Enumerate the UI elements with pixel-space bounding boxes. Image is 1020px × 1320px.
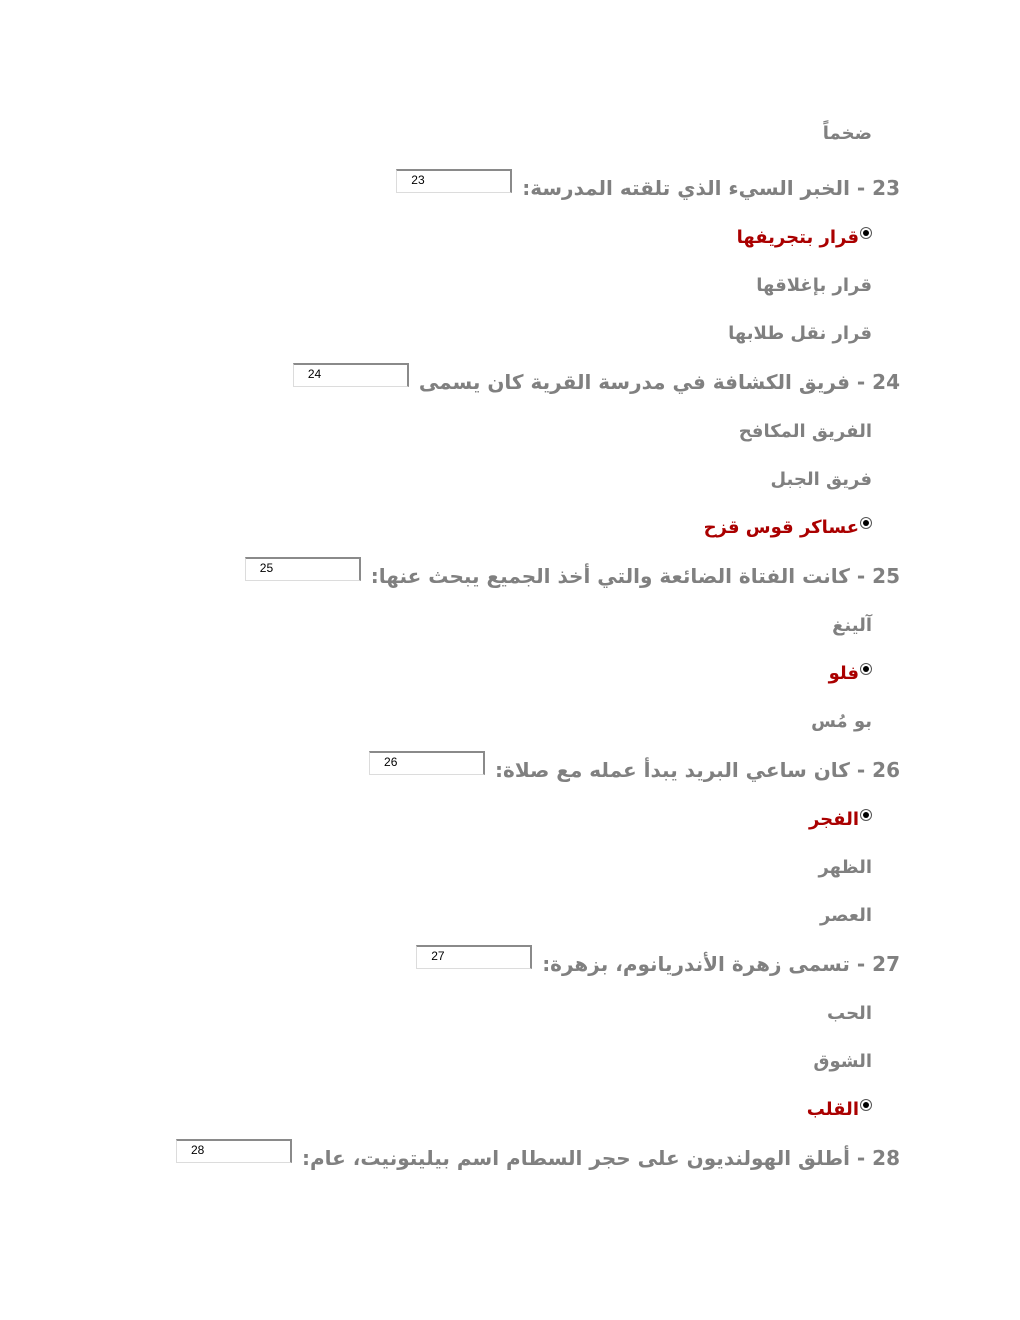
option-label: فريق الجبل (770, 468, 872, 490)
option-label: قرار بإغلاقها (756, 274, 872, 296)
question-text: 28 - أطلق الهولنديون على حجر السطام اسم بيليتونيت، عام: (301, 1146, 900, 1170)
option-item (811, 704, 872, 738)
option-item (739, 414, 872, 448)
answer-field[interactable]: 24 (293, 363, 409, 387)
option-label: فلو (828, 662, 859, 684)
option-label: قرار بتجريفها (736, 226, 859, 248)
question-text: 26 - كان ساعي البريد يبدأ عمله مع صلاة: (495, 758, 900, 782)
answer-field[interactable]: 26 (369, 751, 485, 775)
question-text: 25 - كانت الفتاة الضائعة والتي أخذ الجميع يبحث عنها: (370, 564, 900, 588)
option-label: عساكر قوس قزح (703, 516, 859, 538)
question-text: 27 - تسمى زهرة الأندريانوم، بزهرة: (542, 952, 900, 976)
option-item (829, 656, 872, 690)
question-23 (396, 171, 900, 205)
option-label: آلينغ (832, 614, 872, 636)
option-item (832, 608, 872, 642)
answer-field[interactable]: 27 (416, 945, 532, 969)
option-item (756, 268, 872, 302)
option-item (820, 898, 872, 932)
option-label: الحب (827, 1002, 872, 1024)
question-text: 24 - فريق الكشافة في مدرسة القرية كان يسمى (418, 370, 900, 394)
option-item (809, 802, 872, 836)
option-item (827, 996, 872, 1030)
answer-field[interactable]: 28 (176, 1139, 292, 1163)
radio-selected-icon[interactable] (860, 663, 872, 675)
option-item (728, 316, 872, 350)
option-item (770, 462, 872, 496)
option-label: العصر (819, 904, 872, 926)
option-label: الشوق (813, 1050, 872, 1072)
radio-selected-icon[interactable] (860, 809, 872, 821)
question-27 (416, 947, 900, 981)
radio-selected-icon[interactable] (860, 1099, 872, 1111)
option-label: الفريق المكافح (738, 420, 872, 442)
option-item (813, 1044, 872, 1078)
question-24 (293, 365, 900, 399)
question-text: 23 - الخبر السيء الذي تلقته المدرسة: (522, 176, 900, 200)
answer-field[interactable]: 23 (396, 169, 512, 193)
question-28 (176, 1141, 900, 1175)
option-item (704, 510, 872, 544)
question-25 (245, 559, 900, 593)
option-label: بو مُس (811, 710, 872, 732)
option-item (737, 220, 872, 254)
option-label: الفجر (808, 808, 859, 830)
radio-selected-icon[interactable] (860, 517, 872, 529)
lead-text: ضخماً (822, 122, 872, 144)
question-26 (369, 753, 900, 787)
radio-selected-icon[interactable] (860, 227, 872, 239)
answer-field[interactable]: 25 (245, 557, 361, 581)
option-label: القلب (806, 1098, 859, 1120)
option-item (818, 850, 872, 884)
option-item (807, 1092, 872, 1126)
option-label: الظهر (818, 856, 872, 878)
option-label: قرار نقل طلابها (728, 322, 872, 344)
